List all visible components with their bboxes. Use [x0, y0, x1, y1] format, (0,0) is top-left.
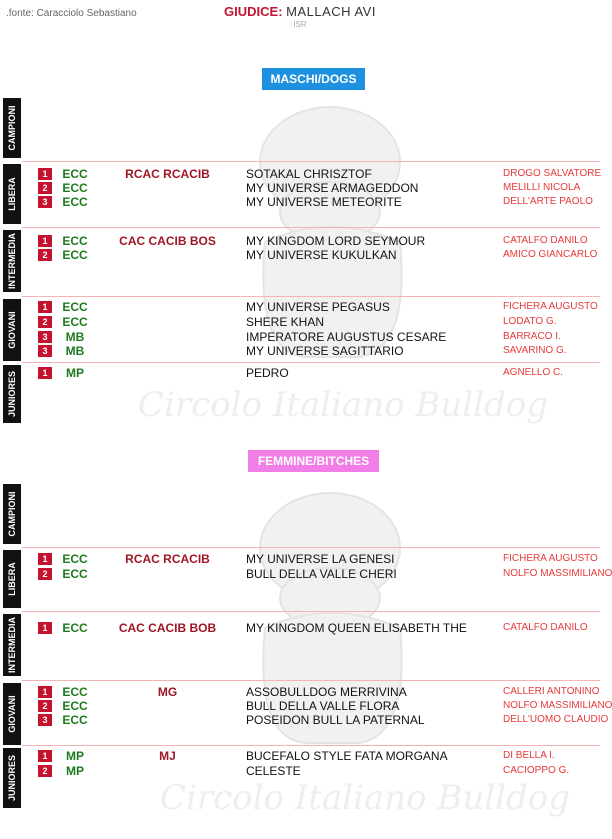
dog-name: MY UNIVERSE PEGASUS — [246, 300, 390, 314]
grade-label: ECC — [62, 699, 88, 713]
entry-row — [0, 552, 600, 566]
owner-name: LODATO G. — [503, 316, 557, 327]
dog-name: MY UNIVERSE SAGITTARIO — [246, 344, 404, 358]
grade-label: ECC — [62, 248, 88, 262]
owner-name: BARRACO I. — [503, 331, 561, 342]
entry-row — [0, 300, 600, 314]
class-label-campioni — [3, 98, 21, 158]
grade-label: ECC — [62, 713, 88, 727]
owner-name: MELILLI NICOLA — [503, 182, 581, 193]
rank-badge: 2 — [38, 182, 52, 194]
divider — [22, 362, 600, 363]
judge-line — [0, 4, 600, 19]
rank-badge: 1 — [38, 553, 52, 565]
title-award: MJ — [159, 749, 176, 763]
watermark-text: Circolo Italiano Bulldog — [138, 385, 548, 425]
class-label-text: INTERMEDIA — [7, 617, 17, 673]
owner-name: FICHERA AUGUSTO — [503, 553, 598, 564]
entry-row — [0, 181, 600, 195]
rank-badge: 3 — [38, 714, 52, 726]
owner-name: FICHERA AUGUSTO — [503, 301, 598, 312]
owner-name: NOLFO MASSIMILIANO — [503, 700, 612, 711]
owner-name: CALLERI ANTONINO — [503, 686, 600, 697]
rank-badge: 1 — [38, 168, 52, 180]
entry-row — [0, 344, 600, 358]
dog-name: CELESTE — [246, 764, 301, 778]
dog-name: MY UNIVERSE METEORITE — [246, 195, 402, 209]
grade-label: MB — [65, 330, 85, 344]
grade-label: ECC — [62, 234, 88, 248]
judge-name: MALLACH AVI — [286, 4, 376, 19]
owner-name: AMICO GIANCARLO — [503, 249, 598, 260]
class-label-text: CAMPIONI — [7, 105, 17, 151]
dog-name: MY KINGDOM QUEEN ELISABETH THE — [246, 621, 467, 635]
entry-row — [0, 749, 600, 763]
entry-row — [0, 248, 600, 262]
entry-row — [0, 234, 600, 248]
divider — [22, 296, 600, 297]
rank-badge: 3 — [38, 331, 52, 343]
rank-badge: 1 — [38, 622, 52, 634]
entry-row — [0, 713, 609, 727]
dog-name: MY UNIVERSE ARMAGEDDON — [246, 181, 419, 195]
entry-row — [0, 315, 600, 329]
divider — [22, 227, 600, 228]
class-label-campioni — [3, 484, 21, 544]
title-award: CAC CACIB BOB — [118, 621, 217, 635]
dog-name: IMPERATORE AUGUSTUS CESARE — [246, 330, 447, 344]
rank-badge: 1 — [38, 686, 52, 698]
class-label-text: JUNIORES — [7, 754, 17, 802]
owner-name: CATALFO DANILO — [503, 622, 588, 633]
entry-row — [0, 621, 600, 635]
divider — [22, 745, 600, 746]
title-award: RCAC RCACIB — [125, 552, 210, 566]
dog-name: PEDRO — [246, 366, 289, 380]
grade-label: ECC — [62, 300, 88, 314]
rank-badge: 1 — [38, 301, 52, 313]
entry-row — [0, 567, 612, 581]
owner-name: CATALFO DANILO — [503, 235, 588, 246]
entry-row — [0, 764, 600, 778]
grade-label: MP — [66, 366, 84, 380]
judge-label: GIUDICE: — [224, 4, 283, 19]
owner-name: NOLFO MASSIMILIANO — [503, 568, 612, 579]
title-award: MG — [157, 685, 178, 699]
rank-badge: 2 — [38, 568, 52, 580]
males-heading: MASCHI/DOGS — [262, 68, 365, 90]
rank-badge: 2 — [38, 700, 52, 712]
dog-name: SOTAKAL CHRISZTOF — [246, 167, 372, 181]
divider — [22, 547, 600, 548]
entry-row — [0, 366, 600, 380]
grade-label: ECC — [62, 685, 88, 699]
owner-name: SAVARINO G. — [503, 345, 567, 356]
grade-label: ECC — [62, 315, 88, 329]
owner-name: DROGO SALVATORE — [503, 168, 602, 179]
rank-badge: 2 — [38, 316, 52, 328]
entry-row — [0, 699, 612, 713]
dog-name: POSEIDON BULL LA PATERNAL — [246, 713, 425, 727]
entry-row — [0, 195, 600, 209]
grade-label: ECC — [62, 621, 88, 635]
watermark-text: Circolo Italiano Bulldog — [160, 778, 570, 818]
rank-badge: 3 — [38, 345, 52, 357]
class-label-text: GIOVANI — [7, 695, 17, 733]
grade-label: MB — [65, 344, 85, 358]
dog-name: BULL DELLA VALLE FLORA — [246, 699, 400, 713]
owner-name: AGNELLO C. — [503, 367, 564, 378]
rank-badge: 3 — [38, 196, 52, 208]
class-label-text: INTERMEDIA — [7, 233, 17, 289]
grade-label: ECC — [62, 167, 88, 181]
grade-label: ECC — [62, 195, 88, 209]
entry-row — [0, 330, 600, 344]
rank-badge: 2 — [38, 765, 52, 777]
rank-badge: 1 — [38, 235, 52, 247]
grade-label: ECC — [62, 181, 88, 195]
divider — [22, 161, 600, 162]
dog-name: SHERE KHAN — [246, 315, 325, 329]
dog-name: BULL DELLA VALLE CHERI — [246, 567, 397, 581]
dog-name: ASSOBULLDOG MERRIVINA — [246, 685, 407, 699]
class-label-text: LIBERA — [7, 177, 17, 211]
entry-row — [0, 685, 600, 699]
class-label-text: CAMPIONI — [7, 491, 17, 537]
grade-label: ECC — [62, 567, 88, 581]
owner-name: DELL'ARTE PAOLO — [503, 196, 593, 207]
owner-name: CACIOPPO G. — [503, 765, 570, 776]
females-heading: FEMMINE/BITCHES — [248, 450, 379, 472]
dog-name: BUCEFALO STYLE FATA MORGANA — [246, 749, 448, 763]
rank-badge: 1 — [38, 367, 52, 379]
dog-name: MY UNIVERSE KUKULKAN — [246, 248, 397, 262]
judge-country: ISR — [293, 20, 307, 29]
grade-label: ECC — [62, 552, 88, 566]
class-label-text: GIOVANI — [7, 311, 17, 349]
title-award: CAC CACIB BOS — [119, 234, 216, 248]
rank-badge: 2 — [38, 249, 52, 261]
owner-name: DELL'UOMO CLAUDIO — [503, 714, 609, 725]
grade-label: MP — [66, 764, 84, 778]
grade-label: MP — [66, 749, 84, 763]
class-label-text: LIBERA — [7, 562, 17, 596]
divider — [22, 680, 600, 681]
class-label-text: JUNIORES — [7, 370, 17, 418]
source-credit: .fonte: Caracciolo Sebastiano — [6, 8, 137, 19]
owner-name: DI BELLA I. — [503, 750, 555, 761]
entry-row — [0, 167, 600, 181]
rank-badge: 1 — [38, 750, 52, 762]
divider — [22, 611, 600, 612]
dog-name: MY KINGDOM LORD SEYMOUR — [246, 234, 426, 248]
dog-name: MY UNIVERSE LA GENESI — [246, 552, 395, 566]
title-award: RCAC RCACIB — [125, 167, 210, 181]
